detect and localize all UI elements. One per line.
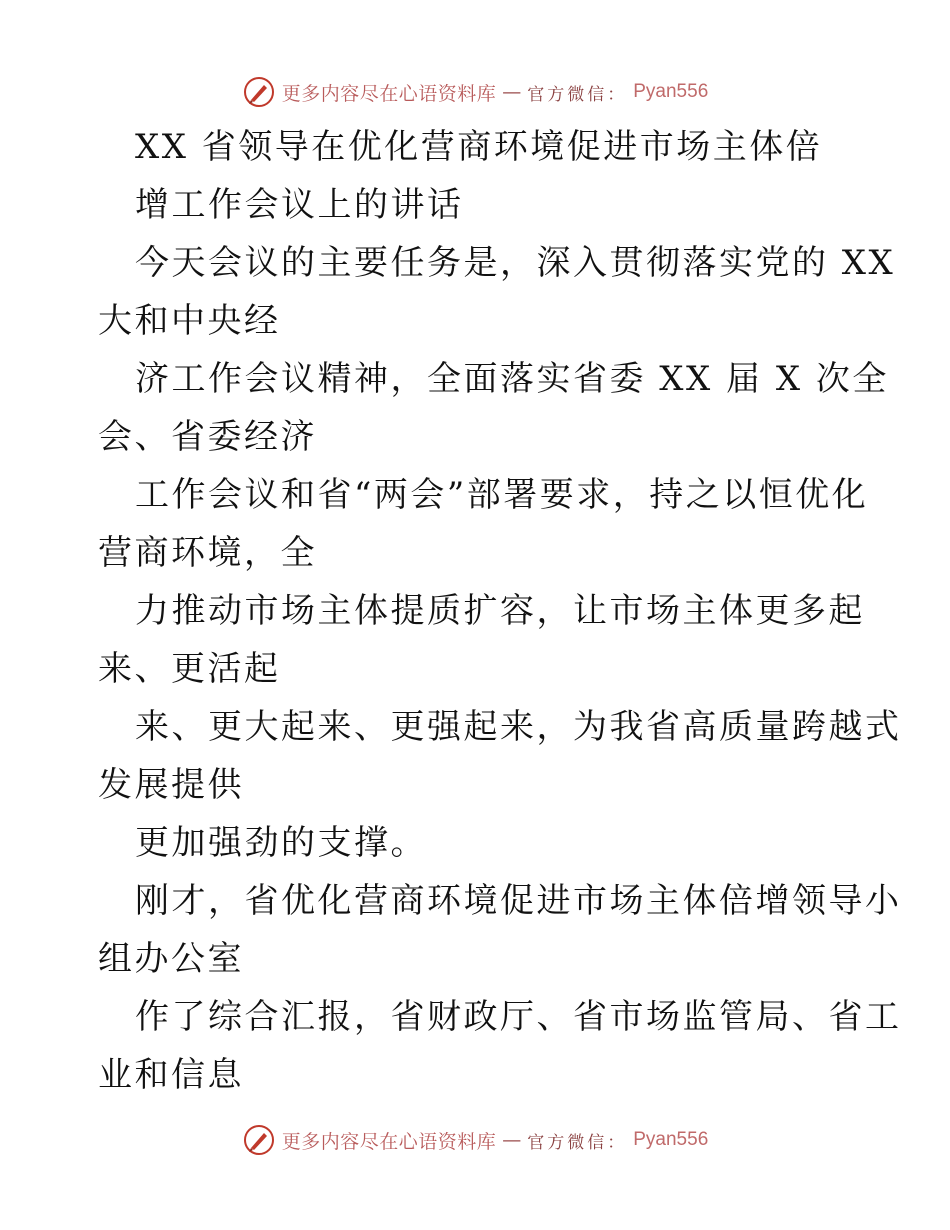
watermark-brand: 更多内容尽在心语资料库 (281, 82, 497, 105)
paragraph-line: 济工作会议精神，全面落实省委 XX 届 X 次全 (135, 359, 889, 399)
paragraph-line: 今天会议的主要任务是，深入贯彻落实党的 XX (135, 243, 896, 283)
paragraph-line: 会、省委经济 (98, 417, 317, 457)
paragraph-line: 组办公室 (98, 939, 244, 979)
watermark-header (0, 72, 950, 112)
watermark-wechat-id: Pyan556 (633, 81, 709, 102)
watermark-footer (0, 1120, 950, 1160)
pen-logo-icon (242, 75, 276, 109)
paragraph-line: 刚才，省优化营商环境促进市场主体倍增领导小 (135, 881, 902, 921)
paragraph-line: 业和信息 (98, 1055, 244, 1095)
pen-logo-icon (242, 1123, 276, 1157)
paragraph-line: 工作会议和省“两会”部署要求，持之以恒优化 (135, 475, 869, 515)
watermark-wechat-id: Pyan556 (633, 1129, 709, 1150)
paragraph-line: 力推动市场主体提质扩容，让市场主体更多起 (135, 591, 865, 631)
paragraph-line: 大和中央经 (98, 301, 281, 341)
paragraph-line: 发展提供 (98, 765, 244, 805)
paragraph-line: 更加强劲的支撑。 (135, 823, 427, 863)
document-title-line-1: XX 省领导在优化营商环境促进市场主体倍 (135, 127, 823, 167)
paragraph-line: 来、更大起来、更强起来，为我省高质量跨越式 (135, 707, 902, 747)
paragraph-line: 来、更活起 (98, 649, 281, 689)
paragraph-line: 作了综合汇报，省财政厅、省市场监管局、省工 (135, 997, 902, 1037)
watermark-label: 官方微信： (527, 84, 628, 105)
watermark-separator: — (502, 1129, 522, 1151)
watermark-brand: 更多内容尽在心语资料库 (281, 1130, 497, 1153)
watermark-label: 官方微信： (527, 1132, 628, 1153)
watermark-separator: — (502, 81, 522, 103)
document-title-line-2: 增工作会议上的讲话 (135, 185, 464, 225)
paragraph-line: 营商环境，全 (98, 533, 317, 573)
